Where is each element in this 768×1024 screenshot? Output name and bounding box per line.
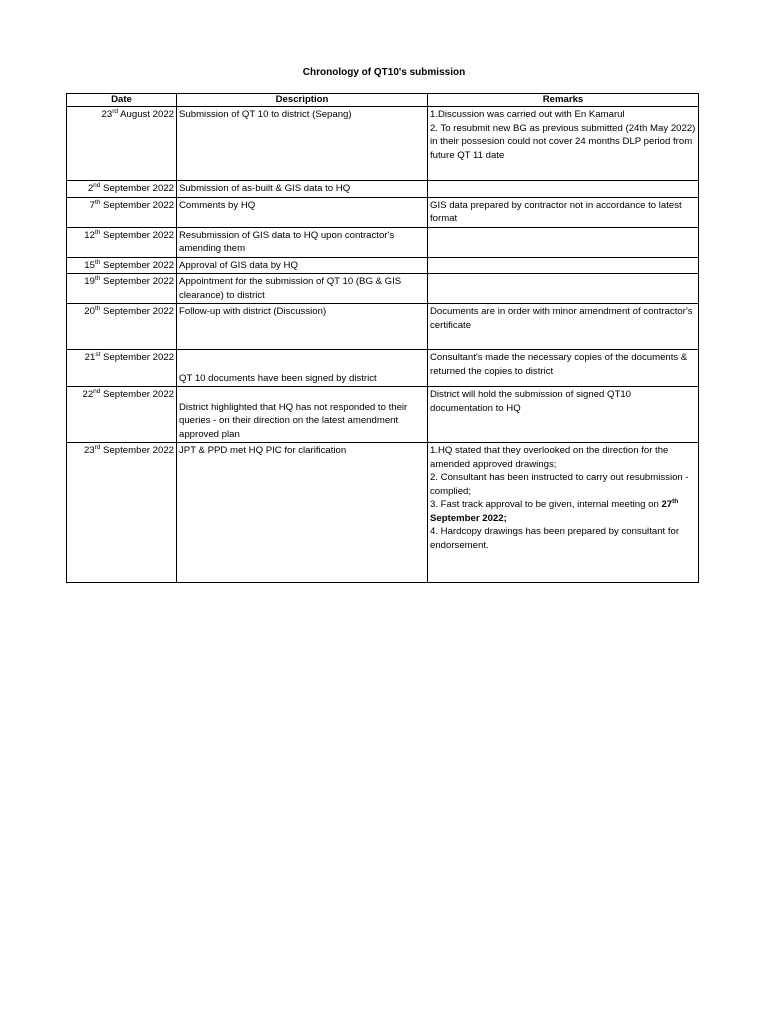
remark-line: Documents are in order with minor amendment of contractor's certificate xyxy=(430,306,693,331)
remark-line: GIS data prepared by contractor not in accordance to latest format xyxy=(430,199,682,224)
remarks-cell xyxy=(428,274,699,304)
date-suffix: th xyxy=(94,198,101,206)
date-cell xyxy=(67,387,177,443)
date-rest: September 2022 xyxy=(100,199,174,211)
table-row xyxy=(67,387,699,443)
date-suffix: th xyxy=(672,497,679,505)
column-header-remarks: Remarks xyxy=(428,94,699,107)
remarks-cell xyxy=(428,257,699,274)
remark-line: District will hold the submission of signed QT10 documentation to HQ xyxy=(430,389,632,414)
remarks-cell xyxy=(428,227,699,257)
date-day: 19 xyxy=(84,276,95,287)
description-cell: Comments by HQ xyxy=(177,197,428,227)
date-cell xyxy=(67,197,177,227)
date-cell xyxy=(67,257,177,274)
remarks-cell xyxy=(428,107,699,181)
date-suffix: th xyxy=(94,228,101,236)
table-row xyxy=(67,443,699,583)
remark-text: 3. Fast track approval to be given, internal meeting on xyxy=(430,499,662,510)
table-row xyxy=(67,181,699,198)
date-cell xyxy=(67,350,177,387)
date-suffix: nd xyxy=(93,387,101,395)
column-header-description: Description xyxy=(177,94,428,107)
description-text: District highlighted that HQ has not responded to their queries - on their direction on the latest amendment approved plan xyxy=(179,401,408,440)
table-row xyxy=(67,304,699,350)
chronology-table xyxy=(66,93,699,583)
remarks-cell xyxy=(428,197,699,227)
description-cell: Resubmission of GIS data to HQ upon contractor's amending them xyxy=(177,227,428,257)
date-suffix: th xyxy=(94,258,101,266)
date-cell xyxy=(67,227,177,257)
date-day: 27 xyxy=(661,499,673,510)
date-day: 20 xyxy=(84,306,95,317)
table-row xyxy=(67,227,699,257)
date-rest: September 2022 xyxy=(100,229,174,241)
date-cell xyxy=(67,443,177,583)
table-row xyxy=(67,257,699,274)
date-rest: September 2022 xyxy=(100,259,174,271)
date-rest: September 2022 xyxy=(100,389,174,400)
date-cell xyxy=(67,107,177,181)
date-rest: September 2022 xyxy=(100,183,174,194)
table-row xyxy=(67,350,699,387)
date-rest: September 2022 xyxy=(100,352,174,363)
date-day: 21 xyxy=(84,352,96,363)
date-rest: September 2022 xyxy=(100,276,174,287)
remarks-cell xyxy=(428,181,699,198)
date-day: 15 xyxy=(84,259,95,271)
table-header-row xyxy=(67,94,699,107)
description-cell: Appointment for the submission of QT 10 (BG & GIS clearance) to district xyxy=(177,274,428,304)
remark-line: 2. To resubmit new BG as previous submitted (24th May 2022) in their possesion could not cover 24 months DLP period from future QT 11 date xyxy=(430,122,696,161)
description-text: QT 10 documents have been signed by district xyxy=(179,372,377,384)
date-day: 7 xyxy=(89,199,95,211)
date-rest: September 2022 xyxy=(100,445,174,456)
date-day: 22 xyxy=(82,389,94,400)
table-row xyxy=(67,107,699,181)
remarks-cell xyxy=(428,387,699,443)
date-cell xyxy=(67,181,177,198)
remarks-cell xyxy=(428,304,699,350)
date-suffix: nd xyxy=(93,181,101,189)
date-suffix: st xyxy=(95,350,101,358)
table-row xyxy=(67,197,699,227)
description-cell: Submission of as-built & GIS data to HQ xyxy=(177,181,428,198)
date-day: 12 xyxy=(84,229,95,241)
remark-line: 4. Hardcopy drawings has been prepared by consultant for endorsement. xyxy=(430,526,680,551)
remark-line: 1.HQ stated that they overlooked on the direction for the amended approved drawings; xyxy=(430,445,669,470)
remark-line: 1.Discussion was carried out with En Kamarul xyxy=(430,109,625,120)
description-cell: Approval of GIS data by HQ xyxy=(177,257,428,274)
remark-line: Consultant's made the necessary copies of the documents & returned the copies to district xyxy=(430,352,688,377)
date-rest: September 2022; xyxy=(430,512,507,524)
description-cell: Follow-up with district (Discussion) xyxy=(177,304,428,350)
date-day: 23 xyxy=(83,445,95,456)
date-day: 2 xyxy=(87,183,94,194)
document-title: Chronology of QT10's submission xyxy=(302,67,466,78)
table-row xyxy=(67,274,699,304)
date-cell xyxy=(67,274,177,304)
remark-line: 2. Consultant has been instructed to carry out resubmission -complied; xyxy=(430,472,689,497)
column-header-date: Date xyxy=(67,94,177,107)
date-rest: August 2022 xyxy=(117,109,174,120)
date-suffix: th xyxy=(94,304,101,312)
date-cell xyxy=(67,304,177,350)
remark-line xyxy=(430,498,696,525)
description-cell xyxy=(177,350,428,387)
remarks-cell xyxy=(428,350,699,387)
date-rest: September 2022 xyxy=(100,306,174,317)
date-suffix: rd xyxy=(112,107,118,115)
date-suffix: th xyxy=(94,274,101,282)
date-suffix: rd xyxy=(94,443,101,451)
description-cell xyxy=(177,387,428,443)
description-cell: Submission of QT 10 to district (Sepang) xyxy=(177,107,428,181)
remarks-cell xyxy=(428,443,699,583)
date-day: 23 xyxy=(101,109,113,120)
description-cell: JPT & PPD met HQ PIC for clarification xyxy=(177,443,428,583)
